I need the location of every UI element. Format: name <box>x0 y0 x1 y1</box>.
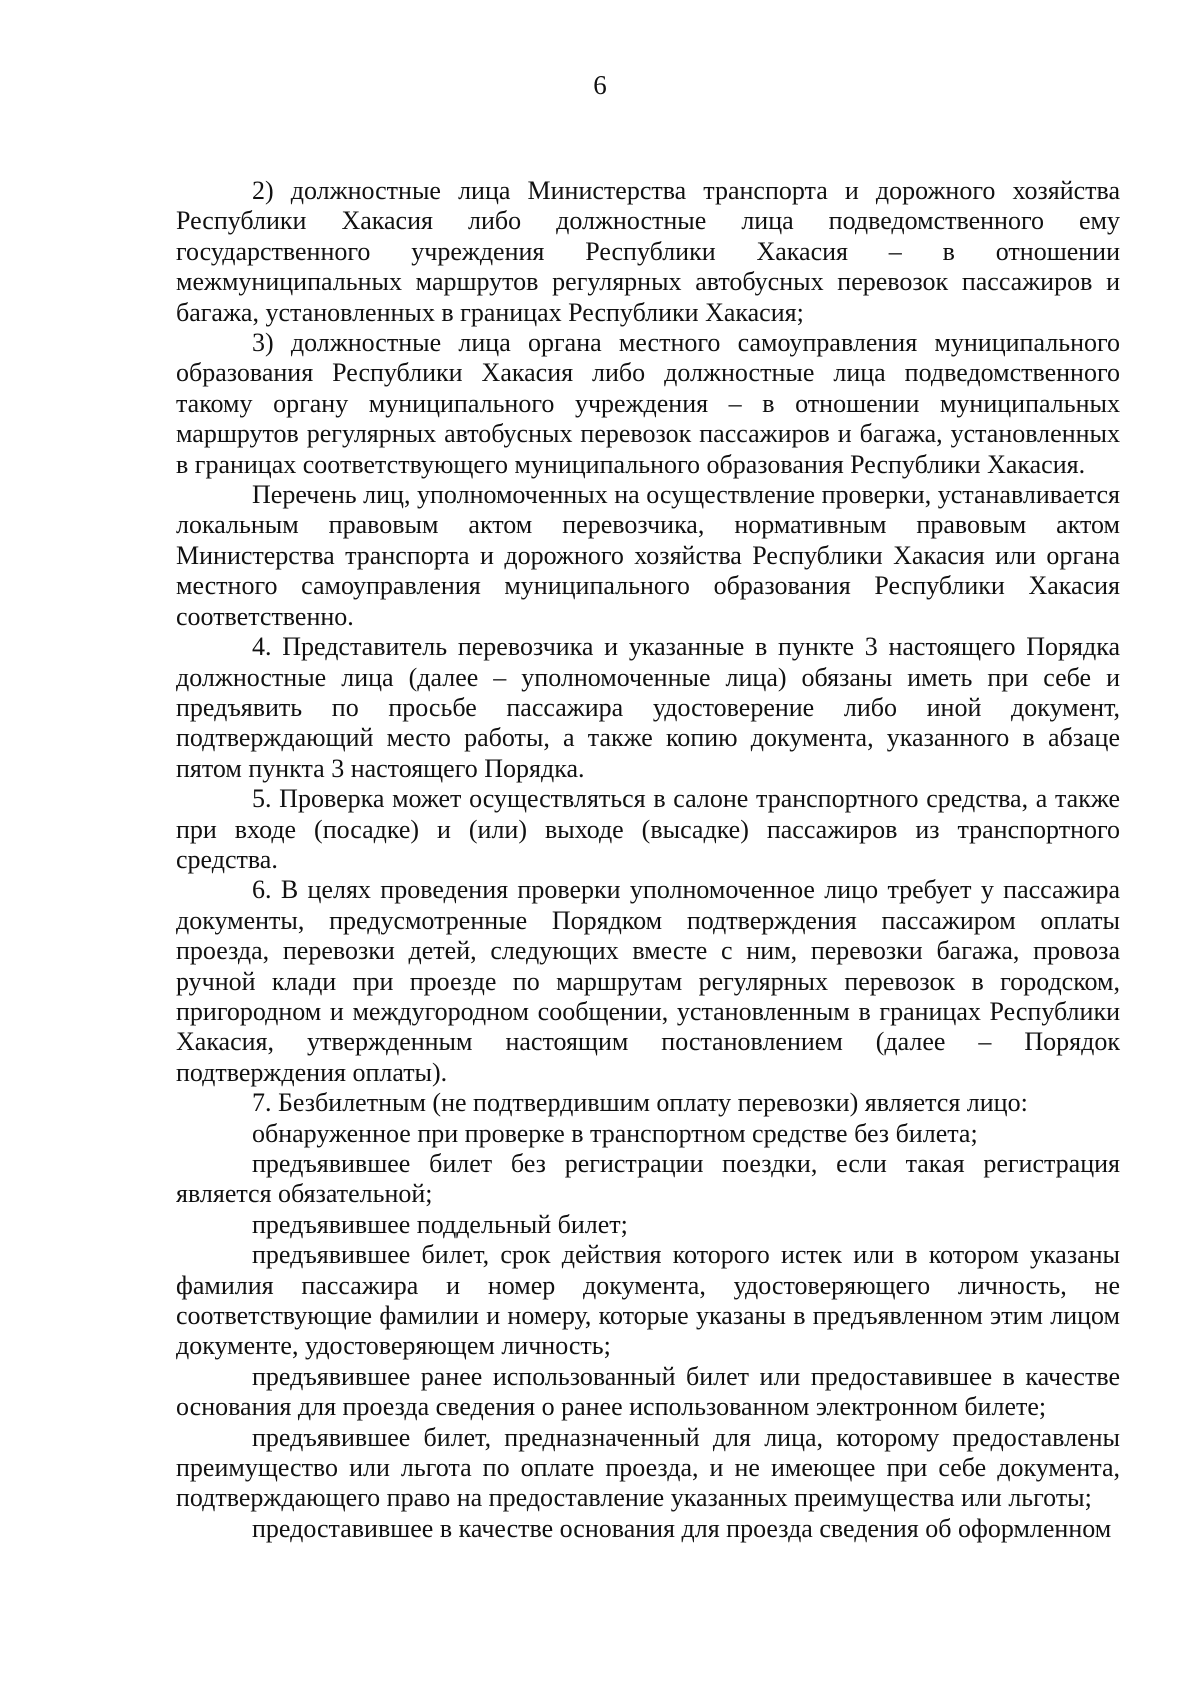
paragraph-case-benefit-ticket: предъявившее билет, предназначенный для лица, которому предоставлены преимущество или льгота по оплате проезда, и не имеющее при себе документа, подтверждающего право на предоставление указанных преимущества или льготы; <box>176 1422 1120 1513</box>
paragraph-case-no-ticket: обнаруженное при проверке в транспортном средстве без билета; <box>252 1118 978 1148</box>
paragraph-clause-5: 5. Проверка может осуществляться в салоне транспортного средства, а также при входе (посадке) и (или) выходе (высадке) пассажиров из транспортного средства. <box>176 784 1120 874</box>
document-body <box>176 176 1120 1544</box>
paragraph-clause-6: 6. В целях проведения проверки уполномоченное лицо требует у пассажира документы, предусмотренные Порядком подтверждения пассажиром оплаты проезда, перевозки детей, следующих вместе с ним, перевозки багажа, провоза ручной клади при проезде по маршрутам регулярных перевозок в городском, пригородном и междугородном сообщении, установленным в границах Республики Хакасия, утвержденным настоящим постановлением (далее – Порядок подтверждения оплаты). <box>176 875 1120 1087</box>
paragraph-clause-7: 7. Безбилетным (не подтвердившим оплату перевозки) является лицо: <box>252 1088 1028 1118</box>
paragraph-case-forged-ticket: предъявившее поддельный билет; <box>252 1209 628 1239</box>
paragraph-case-used-ticket: предъявившее ранее использованный билет или предоставившее в качестве основания для проезда сведения о ранее использованном электронном билете; <box>176 1361 1120 1422</box>
paragraph-item-2: 2) должностные лица Министерства транспорта и дорожного хозяйства Республики Хакасия либо должностные лица подведомственного ему государственного учреждения Республики Хакасия – в отношении межмуниципальных маршрутов регулярных автобусных перевозок пассажиров и багажа, установленных в границах Республики Хакасия; <box>176 176 1120 327</box>
paragraph-case-expired-ticket: предъявившее билет, срок действия которого истек или в котором указаны фамилия пассажира и номер документа, удостоверяющего личность, не соответствующие фамилии и номеру, которые указаны в предъявленном этим лицом документе, удостоверяющем личность; <box>176 1240 1120 1361</box>
paragraph-case-electronic-ticket: предоставившее в качестве основания для проезда сведения об оформленном <box>252 1513 1112 1543</box>
paragraph-item-3: 3) должностные лица органа местного самоуправления муниципального образования Республики Хакасия либо должностные лица подведомственного такому органу муниципального учреждения – в отношении муниципальных маршрутов регулярных автобусных перевозок пассажиров и багажа, установленных в границах соответствующего муниципального образования Республики Хакасия. <box>176 328 1120 479</box>
paragraph-persons-list: Перечень лиц, уполномоченных на осуществление проверки, устанавливается локальным правовым актом перевозчика, нормативным правовым актом Министерства транспорта и дорожного хозяйства Республики Хакасия или органа местного самоуправления муниципального образования Республики Хакасия соответственно. <box>176 480 1120 631</box>
paragraph-case-no-registration: предъявившее билет без регистрации поездки, если такая регистрация является обязательной; <box>176 1149 1120 1209</box>
page-number: 6 <box>593 70 607 100</box>
paragraph-clause-4: 4. Представитель перевозчика и указанные в пункте 3 настоящего Порядка должностные лица (далее – уполномоченные лица) обязаны иметь при себе и предъявить по просьбе пассажира удостоверение либо иной документ, подтверждающий место работы, а также копию документа, указанного в абзаце пятом пункта 3 настоящего Порядка. <box>176 632 1120 783</box>
